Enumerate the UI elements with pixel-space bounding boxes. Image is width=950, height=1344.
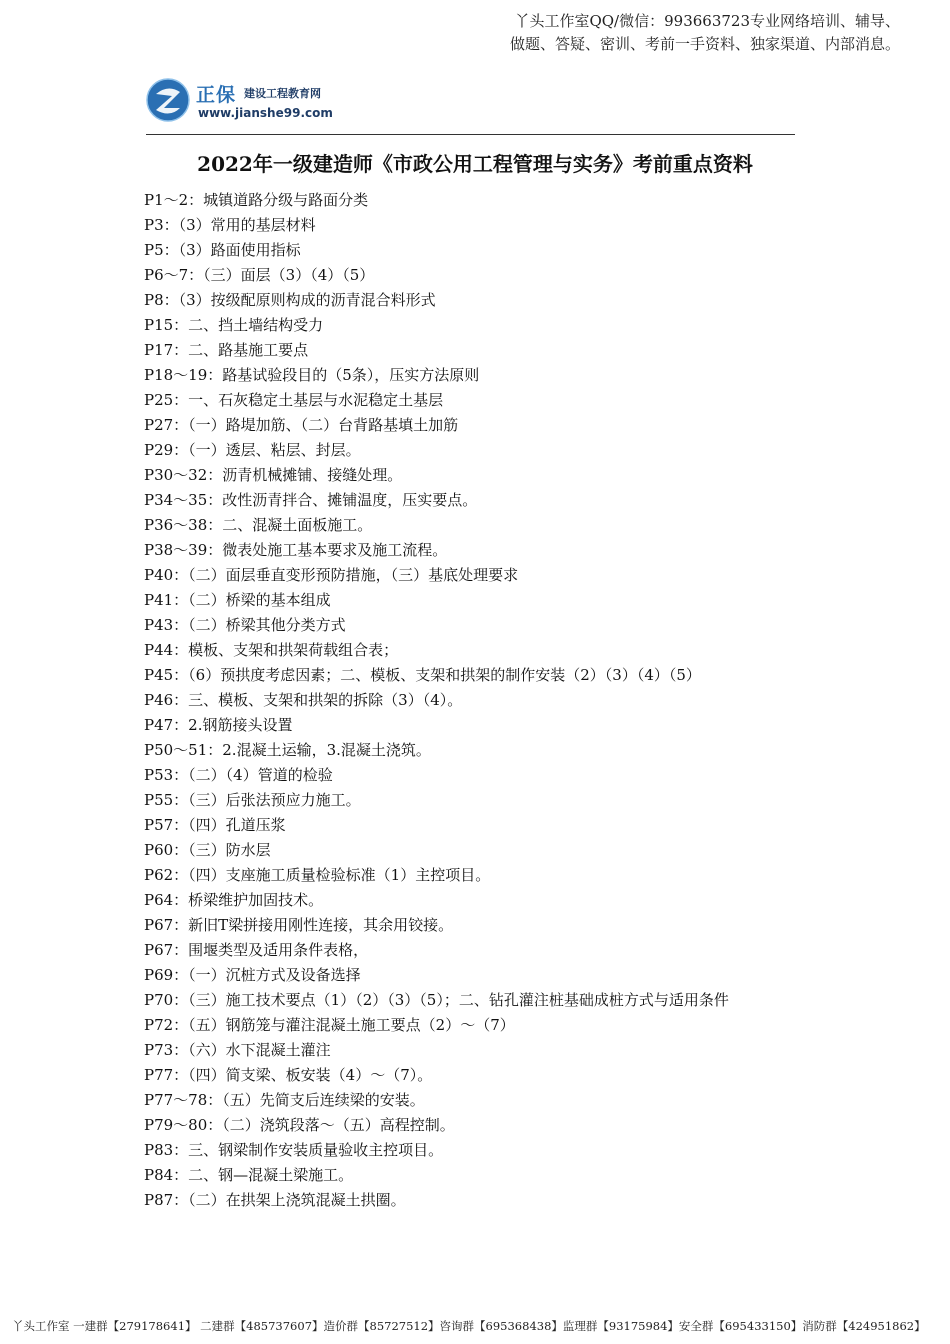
list-item: P70：（三）施工技术要点（1）（2）（3）（5）；二、钻孔灌注桩基础成桩方式与适用条件	[144, 991, 729, 1009]
list-item: P67：新旧T梁拼接用刚性连接，其余用铰接。	[144, 916, 454, 934]
list-item: P30～32：沥青机械摊铺、接缝处理。	[144, 466, 403, 484]
list-item: P8：（3）按级配原则构成的沥青混合料形式	[144, 291, 436, 309]
list-item: P77～78：（五）先简支后连续梁的安装。	[144, 1091, 425, 1109]
contact-line-1: 丫头工作室QQ/微信：993663723专业网络培训、辅导、	[514, 12, 900, 30]
list-item: P25：一、石灰稳定土基层与水泥稳定土基层	[144, 391, 444, 409]
list-item: P1～2：城镇道路分级与路面分类	[144, 191, 369, 209]
list-item: P47：2.钢筋接头设置	[144, 716, 293, 734]
list-item: P62：（四）支座施工质量检验标准（1）主控项目。	[144, 866, 491, 884]
list-item: P44：模板、支架和拱架荷载组合表；	[144, 641, 399, 659]
logo-brand-text: 正保	[196, 84, 237, 106]
header-divider	[146, 134, 795, 135]
list-item: P53：（二）（4）管道的检验	[144, 766, 333, 784]
key-points-list	[144, 188, 844, 1213]
contact-line-2: 做题、答疑、密训、考前一手资料、独家渠道、内部消息。	[509, 35, 900, 53]
list-item: P34～35：改性沥青拌合、摊铺温度，压实要点。	[144, 491, 478, 509]
list-item: P69：（一）沉桩方式及设备选择	[144, 966, 361, 984]
list-item: P50～51：2.混凝土运输，3.混凝土浇筑。	[144, 741, 431, 759]
list-item: P73：（六）水下混凝土灌注	[144, 1041, 331, 1059]
list-item: P77：（四）简支梁、板安装（4）～（7）。	[144, 1066, 433, 1084]
footer-group-list: 丫头工作室 一建群【279178641】 二建群【485737607】造价群【85727512】咨询群【695368438】监理群【93175984】安全群【695433150】消防群【424951862】	[12, 1319, 926, 1333]
list-item: P17：二、路基施工要点	[144, 341, 309, 359]
list-item: P67：围堰类型及适用条件表格，	[144, 941, 369, 959]
list-item: P36～38：二、混凝土面板施工。	[144, 516, 373, 534]
list-item: P5：（3）路面使用指标	[144, 241, 301, 259]
list-item: P43：（二）桥梁其他分类方式	[144, 616, 346, 634]
list-item: P15：二、挡土墙结构受力	[144, 316, 324, 334]
document-title: 2022年一级建造师《市政公用工程管理与实务》考前重点资料	[197, 152, 753, 176]
logo-url: www.jianshe99.com	[198, 106, 333, 120]
list-item: P27：（一）路堤加筋、（二）台背路基填土加筋	[144, 416, 459, 434]
zhengbao-swoosh-icon	[146, 78, 190, 122]
list-item: P83：三、钢梁制作安装质量验收主控项目。	[144, 1141, 444, 1159]
brand-logo	[146, 78, 386, 124]
list-item: P29：（一）透层、粘层、封层。	[144, 441, 361, 459]
list-item: P45：（6）预拱度考虑因素；二、模板、支架和拱架的制作安装（2）（3）（4）（5）	[144, 666, 701, 684]
list-item: P40：（二）面层垂直变形预防措施，（三）基底处理要求	[144, 566, 519, 584]
list-item: P41：（二）桥梁的基本组成	[144, 591, 331, 609]
list-item: P84：二、钢—混凝土梁施工。	[144, 1166, 354, 1184]
list-item: P72：（五）钢筋笼与灌注混凝土施工要点（2）～（7）	[144, 1016, 515, 1034]
list-item: P57：（四）孔道压浆	[144, 816, 286, 834]
list-item: P6～7：（三）面层（3）（4）（5）	[144, 266, 375, 284]
list-item: P46：三、模板、支架和拱架的拆除（3）（4）。	[144, 691, 463, 709]
list-item: P60：（三）防水层	[144, 841, 271, 859]
logo-site-name: 建设工程教育网	[244, 87, 321, 100]
list-item: P87：（二）在拱架上浇筑混凝土拱圈。	[144, 1191, 406, 1209]
contact-note	[300, 10, 900, 56]
list-item: P18～19：路基试验段目的（5条），压实方法原则	[144, 366, 480, 384]
list-item: P3：（3）常用的基层材料	[144, 216, 316, 234]
list-item: P38～39：微表处施工基本要求及施工流程。	[144, 541, 448, 559]
list-item: P55：（三）后张法预应力施工。	[144, 791, 361, 809]
list-item: P79～80：（二）浇筑段落～（五）高程控制。	[144, 1116, 455, 1134]
list-item: P64：桥梁维护加固技术。	[144, 891, 324, 909]
